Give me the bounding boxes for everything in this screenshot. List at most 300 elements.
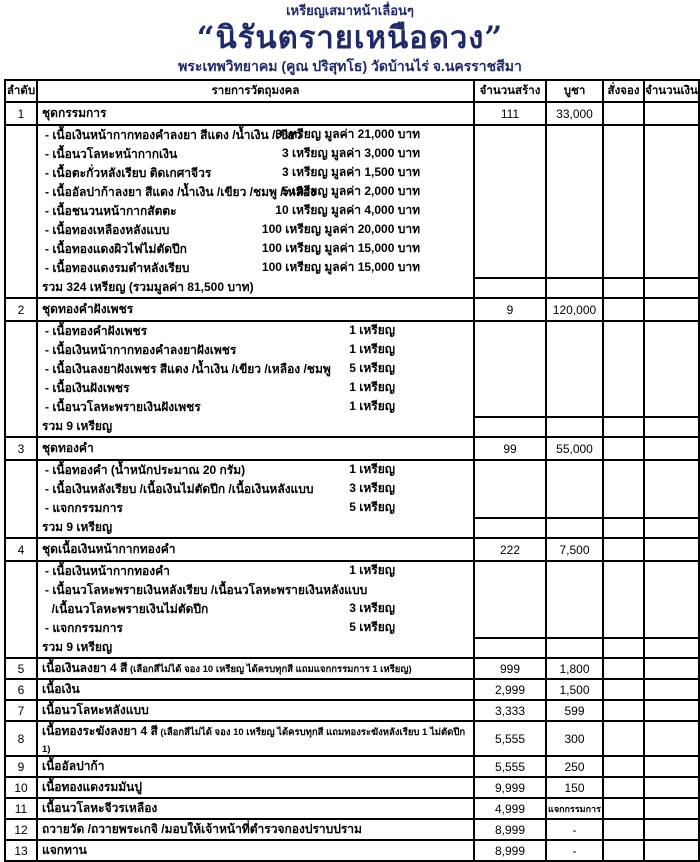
sub-item-row (5, 581, 699, 600)
preorder-cell (603, 777, 644, 798)
sub-item (37, 499, 474, 518)
price-cell-empty (546, 321, 603, 341)
made-cell-empty (474, 259, 546, 278)
item-name (37, 840, 474, 861)
sub-item-row (5, 221, 699, 240)
price-cell-empty (546, 499, 603, 518)
row-number-empty (5, 518, 37, 538)
item-name-text: เนื้ออัลปาก้า (42, 759, 105, 773)
made-cell-empty (474, 183, 546, 202)
amount-cell (644, 600, 699, 619)
row-number-empty (5, 581, 37, 600)
made-count: 5,555 (474, 756, 546, 777)
sub-item (37, 164, 474, 183)
sub-item-text: - เนื้อนวโลหะพรายเงินฝังเพชร (45, 400, 201, 414)
preorder-cell (603, 341, 644, 360)
preorder-cell (603, 164, 644, 183)
price-value: 120,000 (546, 298, 603, 321)
table-header (5, 80, 699, 102)
amount-cell (644, 102, 699, 125)
row-number-empty (5, 221, 37, 240)
made-count: 8,999 (474, 819, 546, 840)
made-cell-empty (474, 125, 546, 145)
made-cell-empty (474, 518, 546, 538)
sub-item-row (5, 259, 699, 278)
sub-item-text: - เนื้อเงินหน้ากากทองคำ (45, 564, 170, 578)
preorder-cell (603, 721, 644, 756)
preorder-cell (603, 700, 644, 721)
made-cell-empty (474, 417, 546, 437)
block-header-row (5, 102, 699, 125)
amount-cell (644, 398, 699, 417)
preorder-cell (603, 183, 644, 202)
made-cell-empty (474, 460, 546, 480)
price-cell-empty (546, 638, 603, 658)
sub-item-text: - เนื้อทองเหลืองหลังแบบ (45, 223, 170, 237)
made-count: 111 (474, 102, 546, 125)
sub-item (37, 398, 474, 417)
preorder-cell (603, 379, 644, 398)
made-cell-empty (474, 379, 546, 398)
made-cell-empty (474, 360, 546, 379)
amount-cell (644, 721, 699, 756)
preorder-cell (603, 202, 644, 221)
sub-item (37, 379, 474, 398)
price-cell-empty (546, 183, 603, 202)
made-cell-empty (474, 278, 546, 298)
preorder-cell (603, 278, 644, 298)
sub-item-text: - เนื้อทองคำฝังเพชร (45, 324, 148, 338)
price-cell-empty (546, 379, 603, 398)
row-number-empty (5, 125, 37, 145)
row-number: 3 (5, 437, 37, 460)
item-name: ชุดกรรมการ (37, 102, 474, 125)
item-name-text: เนื้อทองระฆังลงยา 4 สี (42, 724, 158, 738)
amount-cell (644, 840, 699, 861)
item-row (5, 819, 699, 840)
sub-item-qty: 100 เหรียญ มูลค่า 15,000 บาท (261, 241, 420, 255)
sub-item-row (5, 360, 699, 379)
preorder-cell (603, 679, 644, 700)
row-number: 6 (5, 679, 37, 700)
amount-cell (644, 480, 699, 499)
row-number: 9 (5, 756, 37, 777)
made-cell-empty (474, 321, 546, 341)
sub-item-qty: 1 เหรียญ (349, 342, 395, 356)
sub-item-row (5, 398, 699, 417)
item-name-text: เนื้อเงินลงยา 4 สี (42, 661, 128, 675)
row-number-empty (5, 278, 37, 298)
price-cell-empty (546, 581, 603, 600)
price-cell-empty (546, 145, 603, 164)
item-name (37, 658, 474, 679)
block-total: รวม 324 เหรียญ (รวมมูลค่า 81,500 บาท) (37, 278, 474, 298)
block-total-row (5, 518, 699, 538)
preorder-cell (603, 437, 644, 460)
amount-cell (644, 679, 699, 700)
row-number-empty (5, 240, 37, 259)
sub-item (37, 360, 474, 379)
made-cell-empty (474, 600, 546, 619)
row-number-empty (5, 398, 37, 417)
sub-item-text: - เนื้อนวโลหะพรายเงินหลังเรียบ /เนื้อนวโลหะพรายเงินหลังแบบ (45, 583, 368, 597)
price-value: 150 (546, 777, 603, 798)
amount-cell (644, 278, 699, 298)
sub-item-row (5, 321, 699, 341)
made-count: 99 (474, 437, 546, 460)
amount-cell (644, 341, 699, 360)
row-number: 10 (5, 777, 37, 798)
made-cell-empty (474, 341, 546, 360)
item-row (5, 798, 699, 819)
row-number-empty (5, 183, 37, 202)
document-header (0, 0, 700, 75)
sub-item-qty: 100 เหรียญ มูลค่า 20,000 บาท (261, 222, 420, 236)
row-number: 7 (5, 700, 37, 721)
amount-cell (644, 756, 699, 777)
made-count: 9 (474, 298, 546, 321)
sub-item-text: /เนื้อนวโลหะพรายเงินไม่ตัดปีก (45, 602, 209, 616)
column-header-made: จำนวนสร้าง (474, 80, 546, 102)
price-cell-empty (546, 360, 603, 379)
sub-item (37, 341, 474, 360)
amount-cell (644, 619, 699, 638)
sub-item-text: - เนื้อทองแดงรมดำหลังเรียบ (45, 261, 190, 275)
row-number-empty (5, 499, 37, 518)
sub-item-row (5, 145, 699, 164)
amount-cell (644, 379, 699, 398)
preorder-cell (603, 581, 644, 600)
amount-cell (644, 499, 699, 518)
price-value: 300 (546, 721, 603, 756)
sub-item-qty: 10 เหรียญ มูลค่า 4,000 บาท (275, 203, 420, 217)
sub-item (37, 221, 474, 240)
sub-item-text: - เนื้อนวโลหะหน้ากากเงิน (45, 147, 178, 161)
price-value: 55,000 (546, 437, 603, 460)
price-cell-empty (546, 125, 603, 145)
made-cell-empty (474, 164, 546, 183)
made-cell-empty (474, 581, 546, 600)
made-cell-empty (474, 619, 546, 638)
made-cell-empty (474, 221, 546, 240)
preorder-cell (603, 658, 644, 679)
preorder-cell (603, 259, 644, 278)
sub-item-qty: 5 เหรียญ (349, 500, 395, 514)
price-cell-empty (546, 278, 603, 298)
sub-item-qty: 3 เหรียญ มูลค่า 21,000 บาท (275, 127, 420, 141)
item-name (37, 679, 474, 700)
amount-cell (644, 460, 699, 480)
row-number-empty (5, 321, 37, 341)
price-cell-empty (546, 460, 603, 480)
made-count: 9,999 (474, 777, 546, 798)
sub-item (37, 183, 474, 202)
made-count: 999 (474, 658, 546, 679)
row-number: 4 (5, 538, 37, 561)
sub-item (37, 125, 474, 145)
amount-cell (644, 360, 699, 379)
item-name-text: ถวายวัด /ถวายพระเกจิ /มอบให้เจ้าหน้าที่ตำรวจกองปราบปราม (42, 822, 362, 836)
sub-item-text: - แจกกรรมการ (45, 501, 123, 515)
block-total: รวม 9 เหรียญ (37, 518, 474, 538)
price-value: - (546, 819, 603, 840)
table-header-row (5, 80, 699, 102)
sub-item-qty: 5 เหรียญ มูลค่า 2,000 บาท (281, 184, 420, 198)
item-name (37, 819, 474, 840)
sub-item-text: - เนื้อเงินหน้ากากทองคำลงยา สีแดง /น้ำเงิน /เขียว (45, 128, 302, 142)
sub-item-qty: 1 เหรียญ (349, 399, 395, 413)
price-cell-empty (546, 259, 603, 278)
price-cell-empty (546, 480, 603, 499)
row-number-empty (5, 360, 37, 379)
price-cell-empty (546, 600, 603, 619)
row-number: 1 (5, 102, 37, 125)
item-name (37, 777, 474, 798)
item-row (5, 700, 699, 721)
preorder-cell (603, 619, 644, 638)
made-cell-empty (474, 240, 546, 259)
sub-item-qty: 5 เหรียญ (349, 361, 395, 375)
item-name: ชุดทองคำฝังเพชร (37, 298, 474, 321)
preorder-cell (603, 480, 644, 499)
preorder-cell (603, 798, 644, 819)
amount-cell (644, 518, 699, 538)
sub-item-row (5, 480, 699, 499)
price-value: 1,500 (546, 679, 603, 700)
amount-cell (644, 700, 699, 721)
price-cell-empty (546, 240, 603, 259)
sub-item-row (5, 125, 699, 145)
preorder-cell (603, 221, 644, 240)
row-number: 11 (5, 798, 37, 819)
preorder-cell (603, 499, 644, 518)
item-name-text: แจกทาน (42, 843, 87, 857)
column-header-amount: จำนวนเงิน (644, 80, 699, 102)
row-number-empty (5, 164, 37, 183)
header-subtitle-bottom: พระเทพวิทยาคม (คูณ ปริสุทโธ) วัดบ้านไร่ จ.นครราชสีมา (178, 58, 522, 74)
amount-cell (644, 125, 699, 145)
sub-item-row (5, 499, 699, 518)
preorder-cell (603, 321, 644, 341)
sub-item-qty: 5 เหรียญ (349, 620, 395, 634)
amount-cell (644, 561, 699, 581)
amount-cell (644, 581, 699, 600)
made-cell-empty (474, 202, 546, 221)
column-header-index: ลำดับ (5, 80, 37, 102)
preorder-cell (603, 819, 644, 840)
amount-cell (644, 638, 699, 658)
preorder-cell (603, 145, 644, 164)
sub-item (37, 321, 474, 341)
item-name (37, 700, 474, 721)
made-count: 8,999 (474, 840, 546, 861)
block-total: รวม 9 เหรียญ (37, 417, 474, 437)
sub-item-text: - เนื้อตะกั่วหลังเรียบ ติดเกศาจีวร (45, 166, 212, 180)
preorder-cell (603, 125, 644, 145)
item-name-text: เนื้อนวโลหะจีวรเหลือง (42, 801, 158, 815)
made-count: 4,999 (474, 798, 546, 819)
sub-item-row (5, 600, 699, 619)
price-value: 7,500 (546, 538, 603, 561)
amount-cell (644, 221, 699, 240)
price-cell-empty (546, 518, 603, 538)
amount-cell (644, 819, 699, 840)
row-number-empty (5, 480, 37, 499)
preorder-cell (603, 417, 644, 437)
sub-item-row (5, 619, 699, 638)
item-name (37, 721, 474, 756)
made-cell-empty (474, 499, 546, 518)
block-header-row (5, 538, 699, 561)
sub-item (37, 259, 474, 278)
row-number-empty (5, 259, 37, 278)
sub-item-text: - เนื้อเงินลงยาฝังเพชร สีแดง /น้ำเงิน /เขียว /เหลือง /ชมพู (45, 362, 331, 376)
price-value: แจกกรรมการ (546, 798, 603, 819)
row-number-empty (5, 600, 37, 619)
sub-item-row (5, 341, 699, 360)
block-header-row (5, 298, 699, 321)
sub-item-qty: 1 เหรียญ (349, 462, 395, 476)
amount-cell (644, 183, 699, 202)
made-cell-empty (474, 145, 546, 164)
table-body (5, 102, 699, 861)
sub-item-qty: 1 เหรียญ (349, 323, 395, 337)
item-note: (เลือกสีไม่ได้ จอง 10 เหรียญ ได้ครบทุกสี แถมทองระฆังหลังเรียบ 1 ไม่ตัดปีก 1) (42, 727, 466, 755)
row-number-empty (5, 561, 37, 581)
sub-item-row (5, 240, 699, 259)
price-cell-empty (546, 202, 603, 221)
preorder-cell (603, 561, 644, 581)
item-row (5, 721, 699, 756)
made-cell-empty (474, 638, 546, 658)
block-total-row (5, 278, 699, 298)
amount-cell (644, 321, 699, 341)
preorder-cell (603, 756, 644, 777)
row-number-empty (5, 638, 37, 658)
row-number: 8 (5, 721, 37, 756)
sub-item-qty: 1 เหรียญ (349, 563, 395, 577)
preorder-cell (603, 398, 644, 417)
sub-item-text: - เนื้อชนวนหน้ากากสัตตะ (45, 204, 177, 218)
sub-item-row (5, 379, 699, 398)
amount-cell (644, 437, 699, 460)
sub-item (37, 600, 474, 619)
made-count: 222 (474, 538, 546, 561)
preorder-cell (603, 518, 644, 538)
preorder-cell (603, 638, 644, 658)
amount-cell (644, 658, 699, 679)
sub-item-row (5, 561, 699, 581)
preorder-cell (603, 538, 644, 561)
block-total-row (5, 638, 699, 658)
amount-cell (644, 777, 699, 798)
row-number: 12 (5, 819, 37, 840)
made-cell-empty (474, 561, 546, 581)
preorder-cell (603, 298, 644, 321)
item-name-text: เนื้อนวโลหะหลังแบบ (42, 703, 149, 717)
sub-item (37, 561, 474, 581)
price-value: - (546, 840, 603, 861)
preorder-cell (603, 240, 644, 259)
sub-item-text: - เนื้อทองแดงผิวไฟไม่ตัดปีก (45, 242, 187, 256)
item-name (37, 798, 474, 819)
row-number-empty (5, 619, 37, 638)
block-total-row (5, 417, 699, 437)
preorder-cell (603, 102, 644, 125)
column-header-preorder: สั่งจอง (603, 80, 644, 102)
item-name-text: เนื้อเงิน (42, 682, 80, 696)
price-cell-empty (546, 164, 603, 183)
price-cell-empty (546, 341, 603, 360)
item-note: (เลือกสีไม่ได้ จอง 10 เหรียญ ได้ครบทุกสี แถมแจกกรรมการ 1 เหรียญ) (127, 664, 412, 675)
amount-cell (644, 145, 699, 164)
sub-item-text: - เนื้อเงินหน้ากากทองคำลงยาฝังเพชร (45, 343, 237, 357)
row-number-empty (5, 417, 37, 437)
row-number-empty (5, 460, 37, 480)
item-row (5, 756, 699, 777)
price-cell-empty (546, 221, 603, 240)
price-value: 33,000 (546, 102, 603, 125)
made-count: 2,999 (474, 679, 546, 700)
block-header-row (5, 437, 699, 460)
sub-item-qty: 100 เหรียญ มูลค่า 15,000 บาท (261, 260, 420, 274)
amount-cell (644, 417, 699, 437)
row-number: 5 (5, 658, 37, 679)
sub-item-qty: 3 เหรียญ (349, 481, 395, 495)
amount-cell (644, 798, 699, 819)
preorder-cell (603, 840, 644, 861)
sub-item-text: - เนื้อเงินฝังเพชร (45, 381, 130, 395)
item-name-text: เนื้อทองแดงรมมันปู (42, 780, 142, 794)
price-value: 250 (546, 756, 603, 777)
made-cell-empty (474, 398, 546, 417)
sub-item (37, 480, 474, 499)
amount-cell (644, 202, 699, 221)
price-cell-empty (546, 619, 603, 638)
sub-item-row (5, 183, 699, 202)
price-value: 599 (546, 700, 603, 721)
item-row (5, 840, 699, 861)
row-number: 13 (5, 840, 37, 861)
amount-cell (644, 164, 699, 183)
item-row (5, 777, 699, 798)
sub-item-qty: 3 เหรียญ (349, 601, 395, 615)
price-cell-empty (546, 561, 603, 581)
sub-item (37, 202, 474, 221)
item-row (5, 658, 699, 679)
sub-item-row (5, 202, 699, 221)
item-name: ชุดเนื้อเงินหน้ากากทองคำ (37, 538, 474, 561)
sub-item-text: - เนื้ออัลปาก้าลงยา สีแดง /น้ำเงิน /เขียว /ชมพู /เหลือง (45, 185, 317, 199)
sub-item-row (5, 164, 699, 183)
item-name: ชุดทองคำ (37, 437, 474, 460)
row-number-empty (5, 202, 37, 221)
row-number: 2 (5, 298, 37, 321)
sub-item (37, 240, 474, 259)
price-cell-empty (546, 417, 603, 437)
amount-cell (644, 259, 699, 278)
order-table (4, 79, 700, 862)
preorder-cell (603, 460, 644, 480)
row-number-empty (5, 341, 37, 360)
made-count: 5,555 (474, 721, 546, 756)
page-title: “นิรันตรายเหนือดวง” (196, 20, 504, 56)
row-number-empty (5, 379, 37, 398)
made-cell-empty (474, 480, 546, 499)
item-row (5, 679, 699, 700)
sub-item-qty: 3 เหรียญ มูลค่า 1,500 บาท (281, 165, 420, 179)
sub-item-qty: 3 เหรียญ มูลค่า 3,000 บาท (281, 146, 420, 160)
